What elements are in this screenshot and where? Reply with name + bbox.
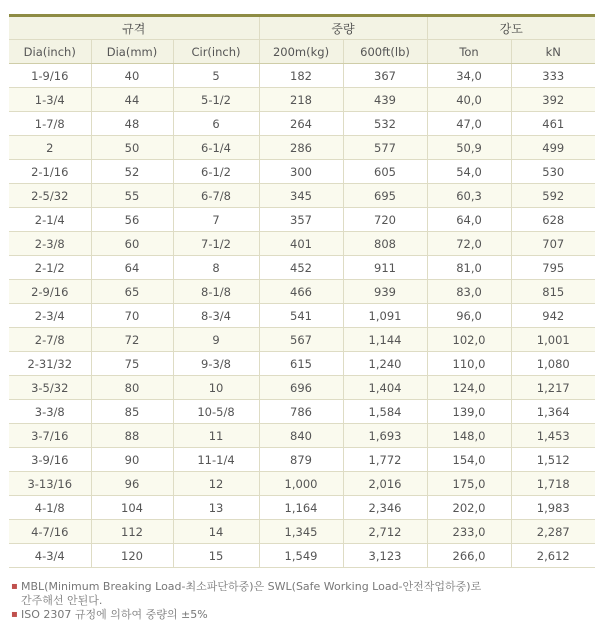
cell-ton: 60,3	[427, 184, 511, 208]
cell-weight-kg: 218	[259, 88, 343, 112]
cell-kn: 392	[511, 88, 595, 112]
table-body	[9, 64, 595, 568]
cell-weight-lb: 367	[343, 64, 427, 88]
cell-ton: 83,0	[427, 280, 511, 304]
cell-dia-mm: 85	[91, 400, 173, 424]
column-header-weight-kg: 200m(kg)	[259, 40, 343, 64]
cell-cir-inch: 7-1/2	[173, 232, 259, 256]
cell-weight-lb: 1,584	[343, 400, 427, 424]
table-row	[9, 328, 595, 352]
cell-dia-inch: 3-3/8	[9, 400, 91, 424]
cell-weight-kg: 696	[259, 376, 343, 400]
cell-weight-lb: 2,346	[343, 496, 427, 520]
cell-ton: 34,0	[427, 64, 511, 88]
cell-weight-kg: 182	[259, 64, 343, 88]
group-header-row	[9, 17, 595, 40]
cell-cir-inch: 6-7/8	[173, 184, 259, 208]
bullet-icon: ▪	[11, 609, 18, 620]
cell-kn: 461	[511, 112, 595, 136]
note-text: 간주해선 안된다.	[21, 594, 103, 607]
cell-dia-inch: 1-7/8	[9, 112, 91, 136]
cell-kn: 815	[511, 280, 595, 304]
cell-ton: 96,0	[427, 304, 511, 328]
cell-dia-mm: 52	[91, 160, 173, 184]
cell-dia-mm: 56	[91, 208, 173, 232]
cell-weight-lb: 577	[343, 136, 427, 160]
cell-weight-kg: 541	[259, 304, 343, 328]
cell-dia-inch: 2-3/4	[9, 304, 91, 328]
cell-kn: 1,718	[511, 472, 595, 496]
notes-section	[9, 580, 595, 622]
cell-cir-inch: 8-3/4	[173, 304, 259, 328]
cell-dia-mm: 64	[91, 256, 173, 280]
cell-dia-inch: 3-5/32	[9, 376, 91, 400]
cell-dia-mm: 96	[91, 472, 173, 496]
table-row	[9, 424, 595, 448]
table-row	[9, 304, 595, 328]
cell-cir-inch: 9	[173, 328, 259, 352]
cell-kn: 2,287	[511, 520, 595, 544]
cell-dia-mm: 50	[91, 136, 173, 160]
cell-weight-kg: 1,549	[259, 544, 343, 568]
cell-dia-mm: 65	[91, 280, 173, 304]
cell-dia-inch: 2-1/4	[9, 208, 91, 232]
note-item-continued	[9, 594, 595, 607]
cell-kn: 333	[511, 64, 595, 88]
cell-dia-mm: 72	[91, 328, 173, 352]
cell-dia-mm: 60	[91, 232, 173, 256]
cell-weight-lb: 3,123	[343, 544, 427, 568]
cell-kn: 1,080	[511, 352, 595, 376]
cell-ton: 266,0	[427, 544, 511, 568]
cell-kn: 707	[511, 232, 595, 256]
table-row	[9, 256, 595, 280]
cell-weight-kg: 1,345	[259, 520, 343, 544]
cell-kn: 1,001	[511, 328, 595, 352]
cell-cir-inch: 9-3/8	[173, 352, 259, 376]
cell-kn: 592	[511, 184, 595, 208]
table-row	[9, 520, 595, 544]
cell-weight-kg: 1,164	[259, 496, 343, 520]
cell-kn: 1,217	[511, 376, 595, 400]
cell-ton: 124,0	[427, 376, 511, 400]
cell-cir-inch: 8	[173, 256, 259, 280]
cell-ton: 148,0	[427, 424, 511, 448]
cell-weight-kg: 401	[259, 232, 343, 256]
cell-weight-kg: 466	[259, 280, 343, 304]
cell-dia-inch: 4-7/16	[9, 520, 91, 544]
cell-weight-lb: 1,240	[343, 352, 427, 376]
table-row	[9, 64, 595, 88]
cell-ton: 47,0	[427, 112, 511, 136]
cell-weight-kg: 786	[259, 400, 343, 424]
rope-spec-table	[9, 17, 595, 568]
table-row	[9, 160, 595, 184]
cell-ton: 110,0	[427, 352, 511, 376]
cell-dia-mm: 48	[91, 112, 173, 136]
table-row	[9, 88, 595, 112]
cell-kn: 795	[511, 256, 595, 280]
note-text: MBL(Minimum Breaking Load-최소파단하중)은 SWL(Safe Working Load-안전작업하중)로	[21, 580, 482, 593]
table-row	[9, 232, 595, 256]
table-row	[9, 208, 595, 232]
cell-cir-inch: 13	[173, 496, 259, 520]
cell-cir-inch: 11-1/4	[173, 448, 259, 472]
bullet-icon: ▪	[11, 581, 18, 592]
cell-weight-kg: 615	[259, 352, 343, 376]
cell-dia-mm: 120	[91, 544, 173, 568]
cell-weight-lb: 720	[343, 208, 427, 232]
cell-dia-mm: 80	[91, 376, 173, 400]
cell-dia-mm: 90	[91, 448, 173, 472]
column-header-kn: kN	[511, 40, 595, 64]
table-row	[9, 376, 595, 400]
cell-dia-mm: 44	[91, 88, 173, 112]
cell-cir-inch: 15	[173, 544, 259, 568]
table-row	[9, 280, 595, 304]
cell-cir-inch: 5-1/2	[173, 88, 259, 112]
cell-dia-inch: 2-31/32	[9, 352, 91, 376]
table-row	[9, 400, 595, 424]
cell-ton: 72,0	[427, 232, 511, 256]
spec-table-container	[9, 14, 595, 568]
column-header-dia-mm: Dia(mm)	[91, 40, 173, 64]
cell-ton: 175,0	[427, 472, 511, 496]
cell-weight-lb: 532	[343, 112, 427, 136]
cell-weight-kg: 567	[259, 328, 343, 352]
cell-dia-mm: 112	[91, 520, 173, 544]
group-header-spec: 규격	[9, 17, 259, 40]
cell-dia-inch: 1-9/16	[9, 64, 91, 88]
cell-cir-inch: 10-5/8	[173, 400, 259, 424]
cell-dia-inch: 2-1/16	[9, 160, 91, 184]
cell-cir-inch: 10	[173, 376, 259, 400]
cell-kn: 1,512	[511, 448, 595, 472]
cell-ton: 139,0	[427, 400, 511, 424]
table-row	[9, 496, 595, 520]
cell-weight-lb: 439	[343, 88, 427, 112]
cell-weight-lb: 939	[343, 280, 427, 304]
table-row	[9, 136, 595, 160]
cell-dia-mm: 70	[91, 304, 173, 328]
cell-kn: 1,983	[511, 496, 595, 520]
cell-weight-kg: 286	[259, 136, 343, 160]
cell-ton: 154,0	[427, 448, 511, 472]
cell-weight-lb: 1,404	[343, 376, 427, 400]
cell-weight-kg: 840	[259, 424, 343, 448]
table-row	[9, 472, 595, 496]
cell-ton: 233,0	[427, 520, 511, 544]
cell-dia-inch: 4-1/8	[9, 496, 91, 520]
note-text: ISO 2307 규정에 의하여 중량의 ±5%	[21, 608, 208, 621]
cell-weight-kg: 1,000	[259, 472, 343, 496]
cell-cir-inch: 11	[173, 424, 259, 448]
cell-ton: 40,0	[427, 88, 511, 112]
table-row	[9, 544, 595, 568]
cell-ton: 81,0	[427, 256, 511, 280]
group-header-weight: 중량	[259, 17, 427, 40]
cell-kn: 1,453	[511, 424, 595, 448]
cell-kn: 942	[511, 304, 595, 328]
note-item	[9, 608, 595, 621]
cell-weight-lb: 695	[343, 184, 427, 208]
cell-dia-mm: 104	[91, 496, 173, 520]
cell-weight-lb: 1,693	[343, 424, 427, 448]
cell-weight-lb: 2,016	[343, 472, 427, 496]
cell-ton: 50,9	[427, 136, 511, 160]
cell-weight-lb: 1,772	[343, 448, 427, 472]
cell-kn: 628	[511, 208, 595, 232]
column-header-row	[9, 40, 595, 64]
group-header-strength: 강도	[427, 17, 595, 40]
column-header-weight-lb: 600ft(lb)	[343, 40, 427, 64]
cell-cir-inch: 6-1/4	[173, 136, 259, 160]
cell-dia-mm: 55	[91, 184, 173, 208]
cell-cir-inch: 12	[173, 472, 259, 496]
cell-dia-mm: 40	[91, 64, 173, 88]
cell-weight-kg: 357	[259, 208, 343, 232]
cell-weight-lb: 1,091	[343, 304, 427, 328]
table-row	[9, 112, 595, 136]
cell-dia-mm: 75	[91, 352, 173, 376]
cell-dia-inch: 2-3/8	[9, 232, 91, 256]
cell-ton: 64,0	[427, 208, 511, 232]
cell-cir-inch: 5	[173, 64, 259, 88]
cell-dia-inch: 2	[9, 136, 91, 160]
table-row	[9, 448, 595, 472]
column-header-cir-inch: Cir(inch)	[173, 40, 259, 64]
cell-cir-inch: 14	[173, 520, 259, 544]
cell-dia-inch: 2-1/2	[9, 256, 91, 280]
cell-weight-lb: 605	[343, 160, 427, 184]
cell-dia-inch: 4-3/4	[9, 544, 91, 568]
cell-cir-inch: 7	[173, 208, 259, 232]
cell-kn: 2,612	[511, 544, 595, 568]
cell-dia-inch: 3-9/16	[9, 448, 91, 472]
cell-kn: 530	[511, 160, 595, 184]
cell-dia-inch: 2-7/8	[9, 328, 91, 352]
cell-dia-mm: 88	[91, 424, 173, 448]
cell-dia-inch: 3-13/16	[9, 472, 91, 496]
cell-dia-inch: 2-5/32	[9, 184, 91, 208]
cell-weight-lb: 2,712	[343, 520, 427, 544]
cell-cir-inch: 6	[173, 112, 259, 136]
cell-weight-kg: 345	[259, 184, 343, 208]
note-item	[9, 580, 595, 593]
cell-kn: 499	[511, 136, 595, 160]
column-header-dia-inch: Dia(inch)	[9, 40, 91, 64]
cell-weight-lb: 1,144	[343, 328, 427, 352]
cell-ton: 54,0	[427, 160, 511, 184]
cell-weight-lb: 808	[343, 232, 427, 256]
table-row	[9, 184, 595, 208]
cell-weight-kg: 452	[259, 256, 343, 280]
cell-weight-lb: 911	[343, 256, 427, 280]
cell-weight-kg: 264	[259, 112, 343, 136]
cell-kn: 1,364	[511, 400, 595, 424]
cell-cir-inch: 6-1/2	[173, 160, 259, 184]
cell-weight-kg: 879	[259, 448, 343, 472]
cell-dia-inch: 3-7/16	[9, 424, 91, 448]
cell-ton: 202,0	[427, 496, 511, 520]
cell-dia-inch: 2-9/16	[9, 280, 91, 304]
cell-ton: 102,0	[427, 328, 511, 352]
table-row	[9, 352, 595, 376]
cell-weight-kg: 300	[259, 160, 343, 184]
cell-cir-inch: 8-1/8	[173, 280, 259, 304]
cell-dia-inch: 1-3/4	[9, 88, 91, 112]
column-header-ton: Ton	[427, 40, 511, 64]
